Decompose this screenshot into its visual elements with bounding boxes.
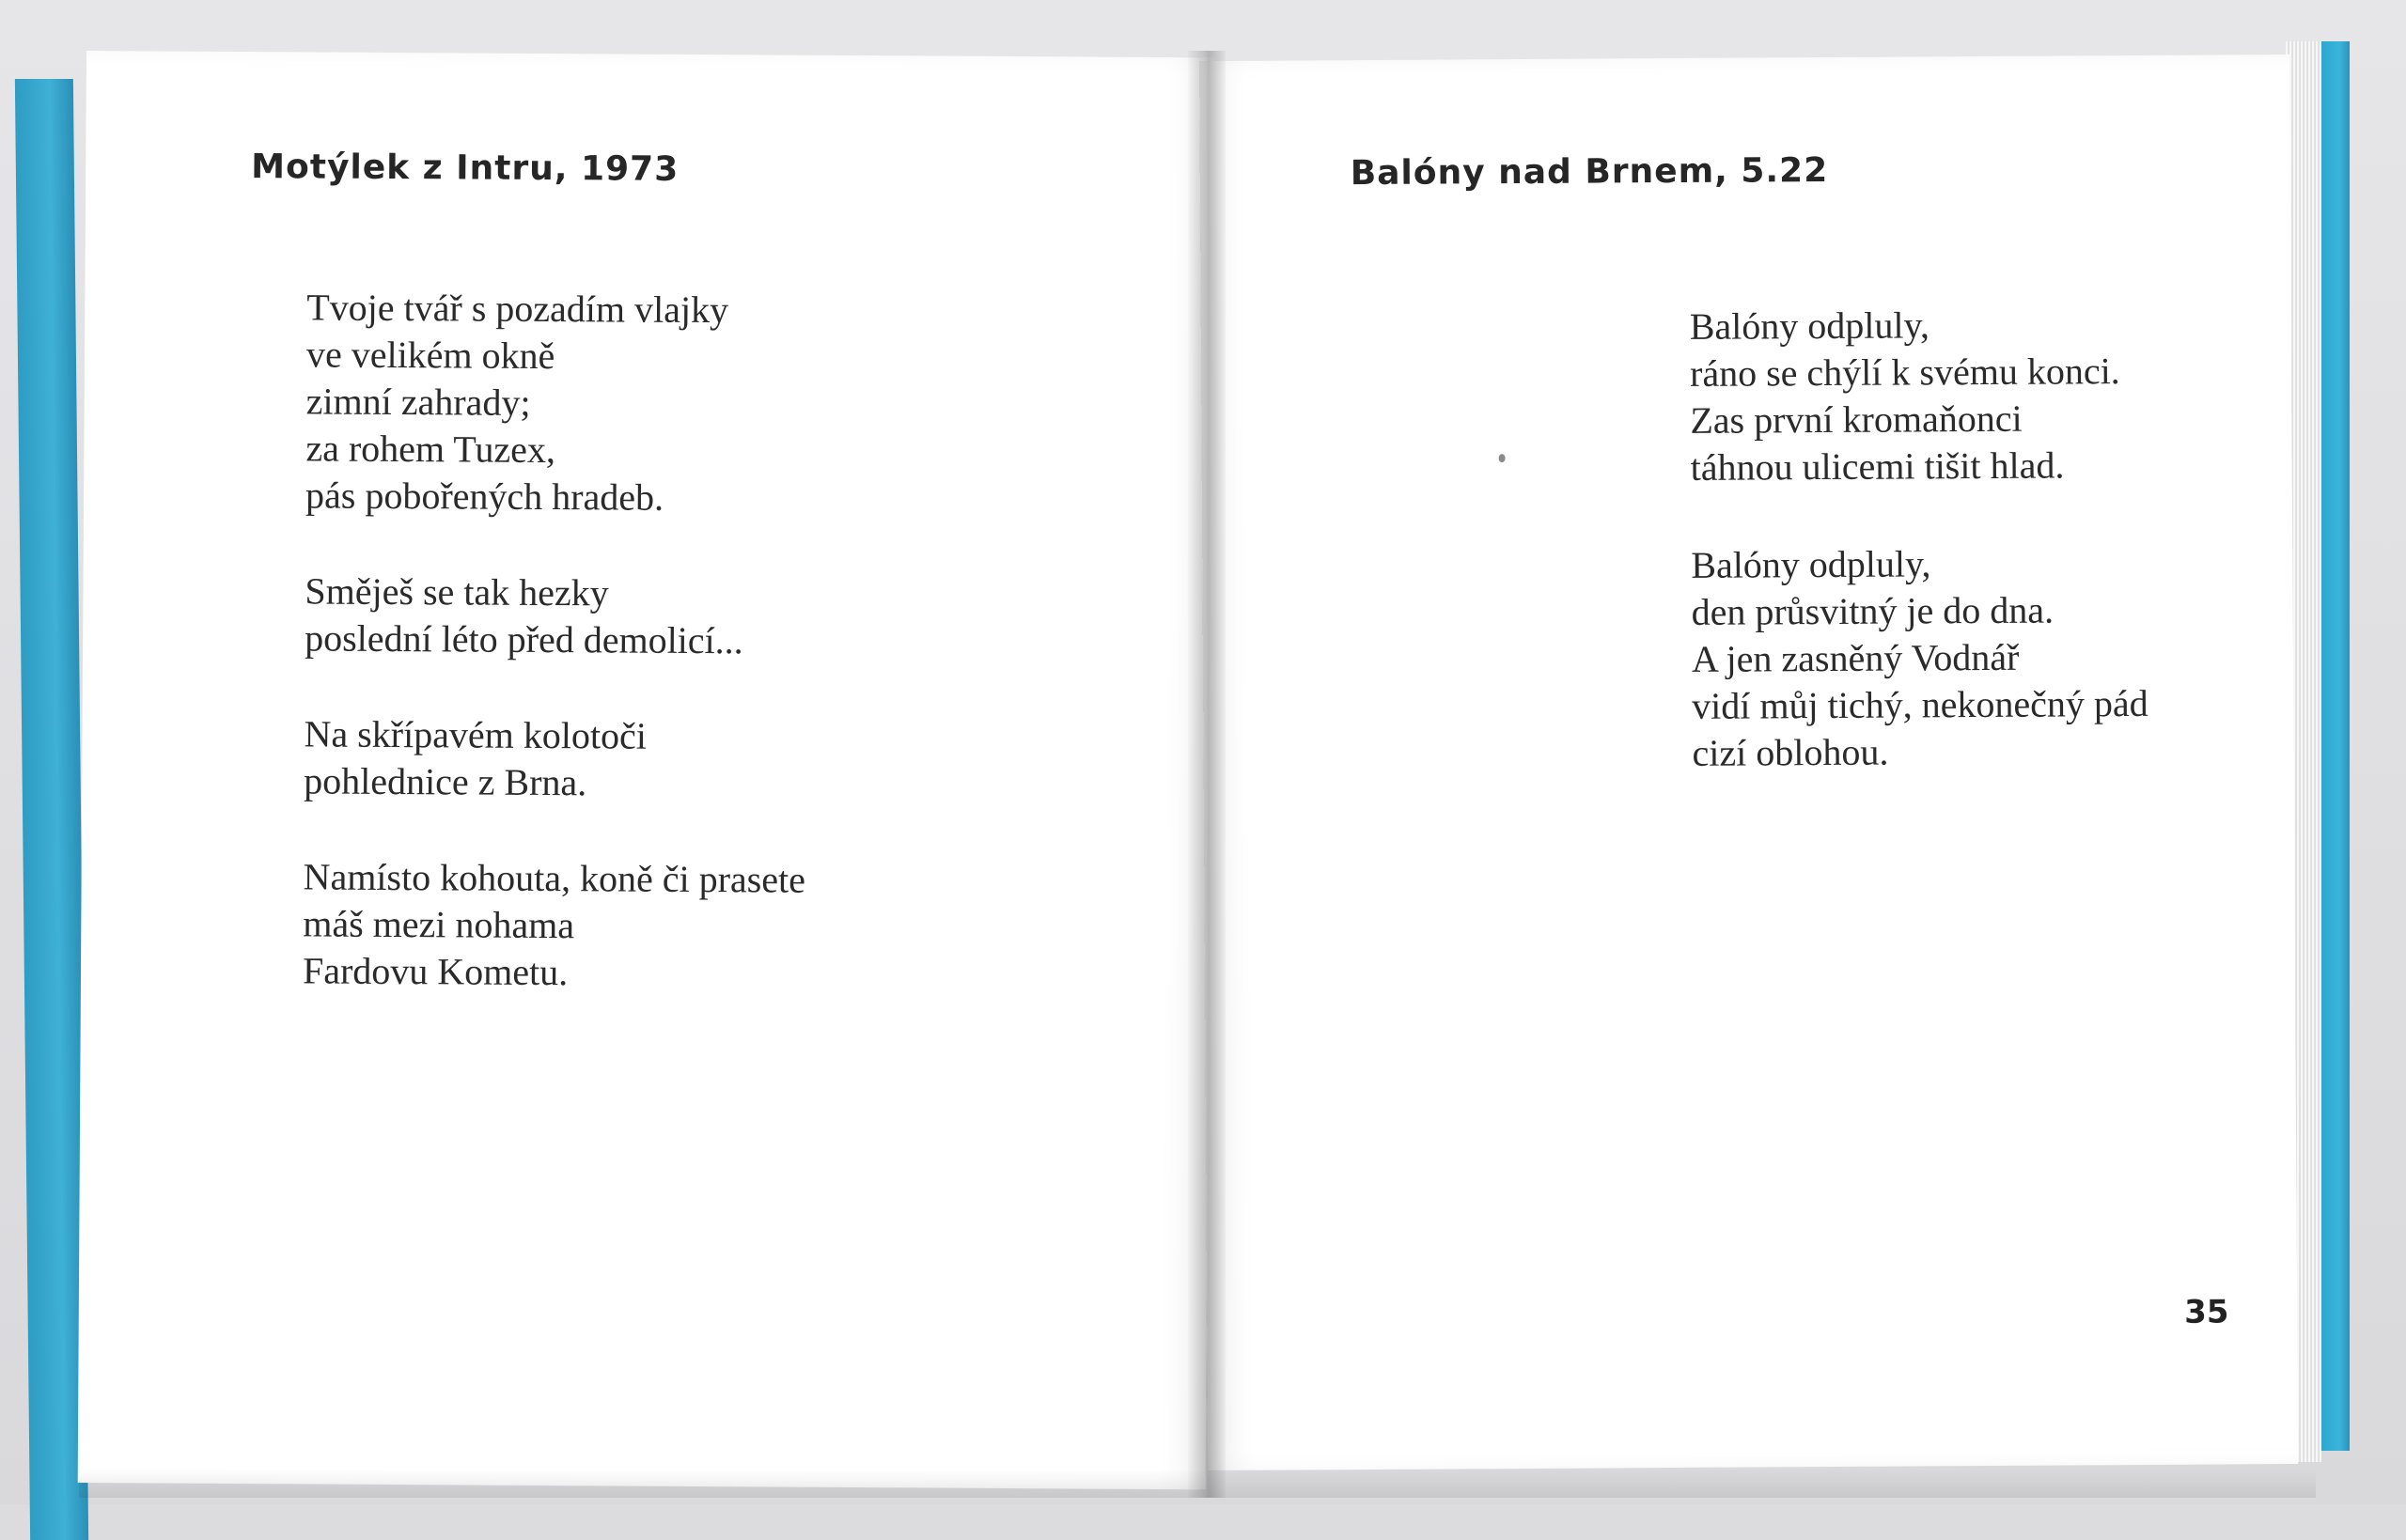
poem-line: ráno se chýlí k svému konci. — [1689, 350, 2120, 395]
poem-line: A jen zasněný Vodnář — [1691, 635, 2020, 680]
poem-line: cizí oblohou. — [1692, 730, 1889, 774]
poem-line: zimní zahrady; — [305, 380, 531, 424]
right-page — [1199, 54, 2298, 1470]
poem-line: Balóny odpluly, — [1691, 542, 1931, 586]
open-book — [23, 41, 2350, 1496]
poem-line: den průsvitný je do dna. — [1691, 588, 2054, 633]
book-cover-left-edge — [15, 79, 88, 1540]
poem-line: pohlednice z Brna. — [304, 759, 587, 804]
poem-line: za rohem Tuzex, — [305, 427, 556, 472]
poem-line: Na skřípavém kolotoči — [304, 712, 648, 757]
poem-line: Zas první kromaňonci — [1690, 397, 2023, 442]
right-poem-title: Balóny nad Brnem, 5.22 — [1350, 151, 1829, 194]
left-page — [78, 51, 1214, 1489]
poem-line: Směješ se tak hezky — [305, 569, 609, 614]
poem-line: máš mezi nohama — [303, 902, 575, 947]
poem-line: vidí můj tichý, nekonečný pád — [1692, 681, 2148, 727]
poem-line: Namísto kohouta, koně či prasete — [303, 855, 806, 901]
poem-line: táhnou ulicemi tišit hlad. — [1690, 443, 2065, 489]
poem-line: ve velikém okně — [305, 333, 555, 378]
page-number: 35 — [2184, 1293, 2229, 1331]
poem-line: pás pobořených hradeb. — [305, 474, 664, 519]
poem-line: poslední léto před demolicí... — [305, 616, 743, 662]
paper-speck — [1499, 454, 1506, 462]
poem-line: Tvoje tvář s pozadím vlajky — [306, 286, 729, 332]
poem-line: Fardovu Kometu. — [302, 949, 569, 994]
poem-line: Balóny odpluly, — [1689, 303, 1930, 348]
book-gutter — [1188, 51, 1226, 1498]
left-poem-title: Motýlek z Intru, 1973 — [251, 148, 680, 189]
page-bottom-shadow — [79, 1470, 2316, 1498]
